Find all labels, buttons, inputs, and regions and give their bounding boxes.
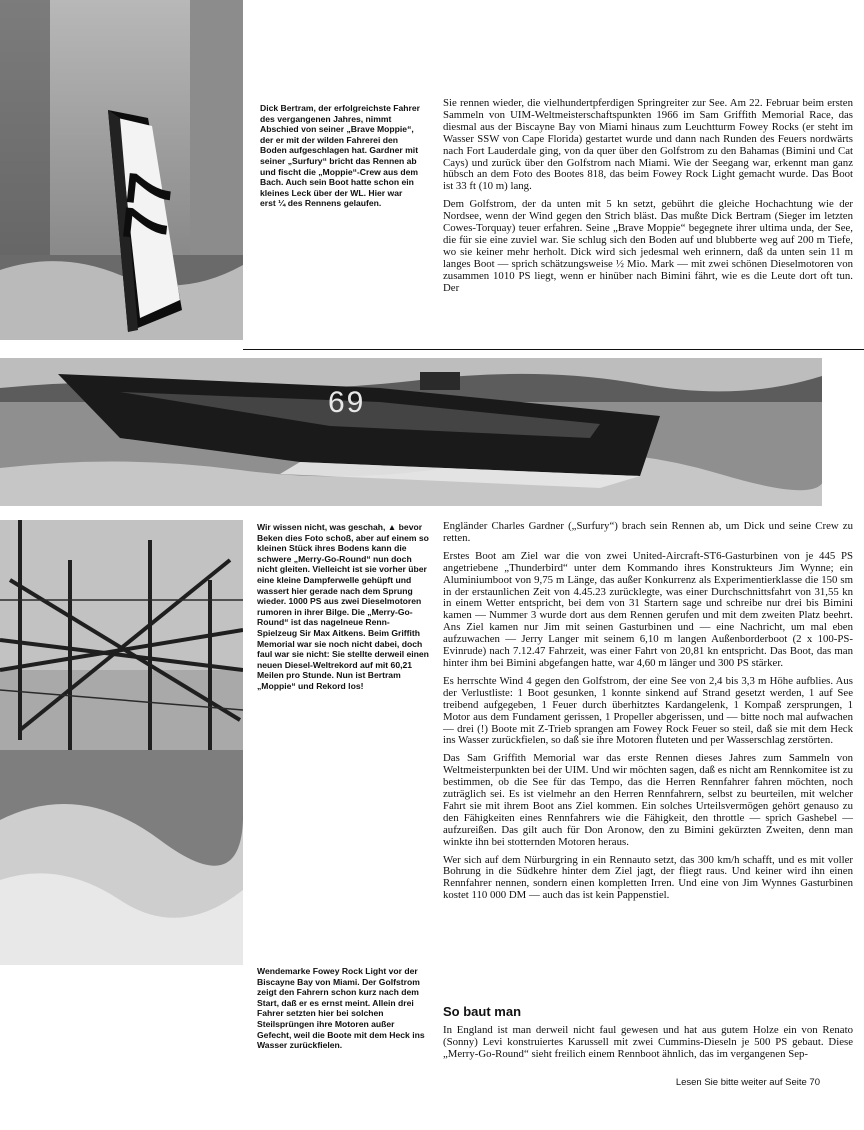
caption-bottom: Wendemarke Fowey Rock Light vor der Biscayne Bay von Miami. Der Golfstrom zeigt den Fahrern schon kurz nach dem Start, daß er es ernst meint. Allein drei Fahrer setzten hier bei solchen Steilsprüngen ihre Motoren außer Gefecht, weil die Boote mit dem Heck ins Wasser zurückfielen. xyxy=(257,966,425,1051)
photo-thunderbird xyxy=(0,358,822,506)
photo-brave-moppie xyxy=(0,0,243,340)
boat-number-77: 77 xyxy=(110,169,187,245)
divider-line xyxy=(243,349,864,350)
caption-top: Dick Bertram, der erfolgreichste Fahrer des vergangenen Jahres, nimmt Abschied von seiner „Brave Moppie“, der er mit der wilden Fahrerei den Boden aufgeschlagen hat. Gardner mit seiner „Surfury“ bricht das Rennen ab und fischt die „Moppie“-Crew aus dem Bach. Auch sein Boot hatte schon ein kleines Leck über der WL. Hier war erst ¼ des Rennens gelaufen. xyxy=(260,103,420,209)
continue-note: Lesen Sie bitte weiter auf Seite 70 xyxy=(675,1077,820,1088)
caption-middle: Wir wissen nicht, was geschah, ▲ bevor Beken dies Foto schoß, aber auf einem so kleinen Stück ihres Bodens kann die schwere „Merry-Go-Round“ nun doch nicht gleiten. Vielleicht ist sie vorher über eine kleine Dampferwelle gehüpft und wassert hier gerade nach dem Sprung wieder. 1000 PS aus zwei Dieselmotoren rumoren in ihrer Bilge. Die „Merry-Go-Round“ ist das nagelneue Renn-Spielzeug Sir Max Aitkens. Beim Griffith Memorial war sie noch nicht dabei, doch faul war sie nicht: Sie stellte derweil einen neuen Diesel-Weltrekord auf mit 60,21 Meilen pro Stunde. Nun ist Bertram „Moppie“ und Rekord los! xyxy=(257,522,429,691)
photo-fowey-rock xyxy=(0,520,243,965)
section-text: In England ist man derweil nicht faul gewesen und hat aus gutem Holze ein von Renato (Sonny) Levi konstruiertes Karussell mit zwei Cummins-Dieseln je 500 PS gebaut. Diese „Merry-Go-Round“ sieht freilich einem Rennboot ähnlich, das im vergangenen Sep- xyxy=(443,1024,853,1060)
article-top: Sie rennen wieder, die vielhundertpferdigen Springreiter zur See. Am 22. Februar beim ersten Sammeln von UIM-Weltmeisterschaftspunkten 1966 im Sam Griffith Memorial Race, das diesmal aus der Biscayne Bay von Miami hinaus zum Leuchtturm Fowey Rocks (er steht im Wasser SSW von Cape Florida) gestartet wurde und dann nach Runden des Feuers nordwärts nach Fort Lauderdale ging, von da quer über den Golfstrom zu den Bahamas (Bimini und Cat Cays) und zurück über den Golfstrom nach Miami. Wie der Seegang war, erkennt man ganz hübsch an dem Foto des Bootes 818, das beim Fowey Rock Light gemacht wurde. Das Boot ist 33 ft (10 m) lang. Dem Golfstrom, der da unten mit 5 kn setzt, gebührt die gleiche Hochachtung wie der Nordsee, wenn der Wind gegen den Strich bläst. Das mußte Dick Bertram (Sieger im letzten Cowes-Torquay) teuer erfahren. Seine „Brave Moppie“ begegnete ihrer ultima unda, der See, die für sie eine zuviel war. Sie schlug sich den Boden auf und blubberte weg auf 200 m Tiefe, wo sie keiner mehr herholt. Dick wird sich jedesmal weh erinnern, daß da unten sein 11 m langes Boot — sprich schätzungsweise ½ Mio. Mark — mit zwei schönen Dieselmotoren von zusammen 1010 PS liegt, wenn er hinüber nach Bimini fährt, wie es die Leute dort oft tun. Der xyxy=(443,97,853,294)
article-bottom: Engländer Charles Gardner („Surfury“) brach sein Rennen ab, um Dick und seine Crew zu retten. Erstes Boot am Ziel war die von zwei United-Aircraft-ST6-Gasturbinen von je 445 PS angetriebene „Thunderbird“ unter dem Kommando ihres Konstrukteurs Jim Wynne; ein Aluminiumboot von 9,75 m Länge, das außer Konkurrenz als Experimentierklasse die 150 sm in der erstaunlichen Zeit von 4.45.23 zurücklegte, was einer Durchschnittsfahrt von 31,55 kn in einem Wetter entspricht, bei dem von 31 Startern sage und schreibe nur drei bis Bimini kamen — Nummer 3 wurde dort aus dem Rennen gerufen und mit dem zweiten Platz beehrt. Ans Ziel kamen nur Jim mit seinen Gasturbinen und — eine Nachricht, um mal eben aufzuwachen — Jerry Langer mit seinem 6,10 m langen Außenborderboot (2 x 100-PS-Evinrude) nach 7.12.47 Fahrzeit, was einer Fahrt von 20,81 kn entspricht. Das Boot, das man hinter ihm bei Bimini abgefangen hatte, war 4,60 m länger und 300 PS stärker. Es herrschte Wind 4 gegen den Golfstrom, der eine See von 2,4 bis 3,3 m Höhe aufblies. Aus der Verlustliste: 1 Boot gesunken, 1 konnte sinkend auf Strand gesetzt werden, 1 auf See treibend aufgegeben, 1 Feuer durch überhitztes Kardangelenk, 1 Kompaß zersprungen, 1 Motor aus dem Fundament gerissen, 1 Propeller abgerissen, und — bitte noch mal aufwachen — drei (!) Boote mit Z-Trieb sprangen am Fowey Rock Feuer so steil, daß sie mit dem Heck ins Wasser zurückfielen, so daß sie ihre Motoren fluteten und per Wasserschlag zerstörten. Das Sam Griffith Memorial war das erste Rennen dieses Jahres zum Sammeln von Weltmeisterpunkten bei der UIM. Und wir möchten sagen, daß es nicht am Rennkomitee ist zu bestimmen, ob die See für das Tempo, das die Herren Rennfahrer fahren möchten, noch zuträglich sei. Es ist vielmehr an den Herren Rennfahrern, selbst zu beurteilen, mit welcher Fahrt sie mit ihrem Boot ans Ziel kommen. Ein solches Urteilsvermögen gehört genauso zu den Fähigkeiten eines Rennfahrers wie die Fähigkeit, den throttle — sprich Gashebel — aufzureißen. Das gilt auch für Don Aronow, den zu Bimini gekürzten Zweiten, denn man winkte ihn bei stotternden Motoren heraus. Wer sich auf dem Nürburgring in ein Rennauto setzt, das 300 km/h schafft, und es mit voller Bohrung in die Südkehre hinter dem Ziel jagt, der fliegt raus. Und keiner wird ihn einen Rennfahrer nennen, sondern einen kompletten Irren. Und eine von Jim Wynnes Gasturbinen kostet 110 000 DM — auch das ist kein Pappenstiel. xyxy=(443,520,853,902)
section-heading: So baut man xyxy=(443,1004,522,1019)
boat-number-69: 69 xyxy=(328,386,366,419)
